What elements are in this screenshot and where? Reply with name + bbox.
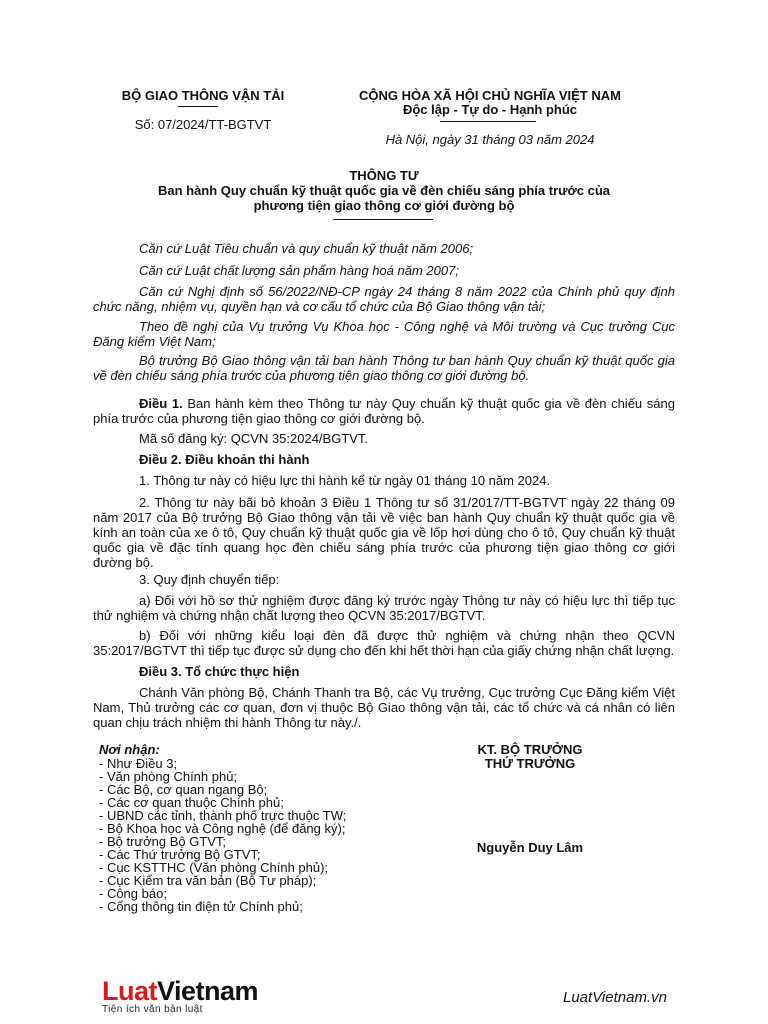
article-1-text: Ban hành kèm theo Thông tư này Quy chuẩn kỹ thuật quốc gia về đèn chiếu sáng phía trước của phương tiện giao thông cơ giới đường bộ. — [93, 396, 675, 426]
preamble-line: Căn cứ Luật Tiêu chuẩn và quy chuẩn kỹ thuật năm 2006; — [139, 241, 474, 256]
ministry-underline — [178, 106, 218, 107]
site-link[interactable]: LuatVietnam.vn — [563, 989, 667, 1006]
article-2-heading: Điều 2. Điều khoản thi hành — [139, 452, 310, 467]
recipient-item: - Cổng thông tin điện tử Chính phủ; — [99, 899, 303, 914]
recipients-list — [99, 757, 346, 913]
recipient-item: - Văn phòng Chính phủ; — [99, 769, 238, 784]
article-2-clause-3b: b) Đối với những kiểu loại đèn đã được thử nghiệm và chứng nhận theo QCVN 35:2017/BGTVT thì tiếp tục được sử dụng cho đến khi hết thời hạn của giấy chứng nhận chất lượng. — [93, 628, 675, 658]
article-3-heading: Điều 3. Tổ chức thực hiện — [139, 664, 300, 679]
article-2-clause-2: 2. Thông tư này bãi bỏ khoản 3 Điều 1 Thông tư số 31/2017/TT-BGTVT ngày 22 tháng 09 năm 2017 của Bộ trưởng Bộ Giao thông vận tải về việc ban hành Quy chuẩn kỹ thuật quốc gia về kính an toàn của xe ô tô, Quy chuẩn kỹ thuật quốc gia về lốp hơi dùng cho ô tô, Quy chuẩn kỹ thuật quốc gia về đặc tính quang học đèn chiếu sáng phía trước của phương tiện giao thông cơ giới đường bộ. — [93, 495, 675, 570]
recipient-item: - Bộ Khoa học và Công nghệ (để đăng ký); — [99, 821, 346, 836]
preamble-line: Căn cứ Luật chất lượng sản phẩm hàng hoá năm 2007; — [139, 263, 459, 278]
signer-name: Nguyễn Duy Lâm — [476, 840, 584, 855]
recipients-title: Nơi nhận: — [99, 742, 160, 757]
logo-part-2: Vietnam — [157, 976, 259, 1006]
article-1 — [93, 396, 675, 426]
article-3-text: Chánh Văn phòng Bộ, Chánh Thanh tra Bộ, các Vụ trưởng, Cục trưởng Cục Đăng kiểm Việt Nam, Thủ trưởng các cơ quan, đơn vị thuộc Bộ Giao thông vận tải, các tổ chức và cá nhân có liên quan chịu trách nhiệm thi hành Thông tư này./. — [93, 685, 675, 730]
motto-underline — [440, 121, 536, 122]
preamble-line: Bộ trưởng Bộ Giao thông vận tải ban hành Thông tư ban hành Quy chuẩn kỹ thuật quốc gia về đèn chiếu sáng phía trước của phương tiện giao thông cơ giới đường bộ. — [93, 353, 675, 383]
recipient-item: - Như Điều 3; — [99, 756, 178, 771]
logo-tagline: Tiện ích văn bản luật — [102, 1004, 203, 1015]
article-1-code: Mã số đăng ký: QCVN 35:2024/BGTVT. — [139, 431, 369, 446]
recipient-item: - Bộ trưởng Bộ GTVT; — [99, 834, 227, 849]
preamble-line: Căn cứ Nghị định số 56/2022/NĐ-CP ngày 24 tháng 8 năm 2022 của Chính phủ quy định chức năng, nhiệm vụ, quyền hạn và cơ cấu tổ chức của Bộ Giao thông vận tải; — [93, 284, 675, 314]
recipient-item: - Các Bộ, cơ quan ngang Bộ; — [99, 782, 268, 797]
place-date: Hà Nội, ngày 31 tháng 03 năm 2024 — [385, 132, 595, 147]
article-1-heading: Điều 1. — [139, 396, 183, 411]
document-number: Số: 07/2024/TT-BGTVT — [134, 117, 272, 132]
ministry-name: BỘ GIAO THÔNG VẬN TẢI — [121, 88, 285, 103]
logo-part-1: Luat — [102, 976, 157, 1006]
title-underline — [333, 219, 433, 220]
title-line-2: phương tiện giao thông cơ giới đường bộ — [253, 198, 515, 213]
luatvietnam-logo — [102, 978, 258, 1005]
republic-name: CỘNG HÒA XÃ HỘI CHỦ NGHĨA VIỆT NAM — [359, 88, 621, 103]
signature-title-1: KT. BỘ TRƯỞNG — [477, 742, 583, 757]
recipient-item: - Công báo; — [99, 886, 167, 901]
preamble-line: Theo đề nghị của Vụ trưởng Vụ Khoa học - Công nghệ và Môi trường và Cục trưởng Cục Đăng kiểm Việt Nam; — [93, 319, 675, 349]
recipient-item: - UBND các tỉnh, thành phố trực thuộc TW; — [99, 808, 347, 823]
signature-title-2: THỨ TRƯỞNG — [484, 756, 576, 771]
title-line-1: Ban hành Quy chuẩn kỹ thuật quốc gia về đèn chiếu sáng phía trước của — [157, 183, 611, 198]
article-2-clause-3a: a) Đối với hồ sơ thử nghiệm được đăng ký trước ngày Thông tư này có hiệu lực thì tiếp tục thử nghiệm và chứng nhận chất lượng theo QCVN 35:2017/BGTVT. — [93, 593, 675, 623]
recipient-item: - Cục KSTTHC (Văn phòng Chính phủ); — [99, 860, 329, 875]
recipient-item: - Các Thứ trưởng Bộ GTVT; — [99, 847, 261, 862]
national-motto: Độc lập - Tự do - Hạnh phúc — [402, 102, 578, 117]
article-2-clause-3: 3. Quy định chuyển tiếp: — [139, 572, 280, 587]
article-2-clause-1: 1. Thông tư này có hiệu lực thi hành kể từ ngày 01 tháng 10 năm 2024. — [139, 473, 551, 488]
recipient-item: - Các cơ quan thuộc Chính phủ; — [99, 795, 284, 810]
recipient-item: - Cục Kiểm tra văn bản (Bộ Tư pháp); — [99, 873, 317, 888]
document-type: THÔNG TƯ — [349, 168, 419, 183]
